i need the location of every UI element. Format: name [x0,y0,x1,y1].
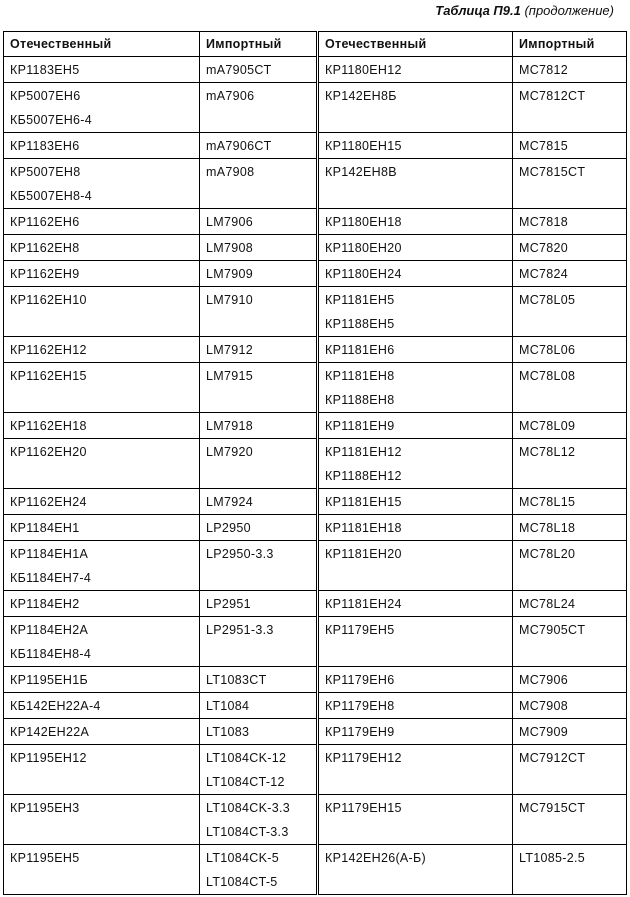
imported-right-cell [513,489,627,515]
part-number: КР1195ЕН3 [10,801,80,815]
part-number: MC7818 [519,215,569,229]
table-row [4,235,627,261]
domestic-left-cell [4,133,200,159]
part-number: MC7915CT [519,801,586,815]
domestic-right-cell [318,541,513,591]
part-number: MC78L20 [519,547,576,561]
imported-right-cell [513,439,627,489]
imported-right-cell [513,515,627,541]
part-number: LT1083 [206,725,250,739]
domestic-right-cell [318,363,513,413]
part-number: КР1188ЕН8 [325,393,395,407]
part-number: КР1179ЕН5 [325,623,395,637]
part-number: КР1184ЕН2 [10,597,80,611]
table-row [4,541,627,591]
domestic-right-cell [318,337,513,363]
imported-left-cell [200,489,318,515]
part-number: LM7908 [206,241,253,255]
part-number: MC78L06 [519,343,576,357]
imported-right-cell [513,133,627,159]
part-number: КР1181ЕН18 [325,521,402,535]
part-number: MC7812 [519,63,569,77]
domestic-left-cell [4,693,200,719]
imported-left-cell [200,57,318,83]
imported-right-cell [513,413,627,439]
part-number: LT1085-2.5 [519,851,586,865]
domestic-left-cell [4,541,200,591]
part-number: LM7906 [206,215,253,229]
domestic-left-cell [4,337,200,363]
imported-right-cell [513,363,627,413]
table-row [4,489,627,515]
table-row [4,667,627,693]
table-row [4,719,627,745]
domestic-right-cell [318,693,513,719]
domestic-right-cell [318,617,513,667]
part-number: КР1181ЕН12 [325,445,402,459]
domestic-right-cell [318,133,513,159]
domestic-left-cell [4,617,200,667]
imported-right-cell [513,235,627,261]
part-number: LM7920 [206,445,253,459]
part-number: КР5007ЕН8 [10,165,81,179]
part-number: КР1162ЕН12 [10,343,87,357]
part-number: MC7909 [519,725,569,739]
domestic-left-cell [4,719,200,745]
part-number: MC7908 [519,699,569,713]
imported-left-cell [200,133,318,159]
table-row [4,515,627,541]
domestic-right-cell [318,439,513,489]
part-number: КР1162ЕН15 [10,369,87,383]
domestic-left-cell [4,591,200,617]
part-number: LT1084CK-12 [206,751,287,765]
header-imported-left: Импортный [200,32,318,57]
part-number: MC7906 [519,673,569,687]
imported-right-cell [513,667,627,693]
part-number: LT1084CT-5 [206,875,278,889]
domestic-right-cell [318,261,513,287]
imported-left-cell [200,413,318,439]
part-number: MC78L09 [519,419,576,433]
part-number: MC7815CT [519,165,586,179]
table-row [4,439,627,489]
table-row [4,363,627,413]
part-number: mA7908 [206,165,255,179]
imported-right-cell [513,287,627,337]
part-number: КР1162ЕН18 [10,419,87,433]
part-number: КР1183ЕН5 [10,63,80,77]
part-number: КР1181ЕН20 [325,547,402,561]
table-row [4,133,627,159]
imported-right-cell [513,693,627,719]
imported-right-cell [513,541,627,591]
imported-left-cell [200,719,318,745]
header-domestic-right: Отечественный [318,32,513,57]
domestic-right-cell [318,745,513,795]
part-number: MC7812CT [519,89,586,103]
part-number: MC7824 [519,267,569,281]
part-number: MC7820 [519,241,569,255]
part-number: КР1180ЕН12 [325,63,402,77]
table-row [4,795,627,845]
part-number: LM7915 [206,369,253,383]
domestic-left-cell [4,57,200,83]
part-number: КР1183ЕН6 [10,139,80,153]
part-number: КР1195ЕН12 [10,751,87,765]
header-imported-right: Импортный [513,32,627,57]
domestic-right-cell [318,515,513,541]
domestic-right-cell [318,57,513,83]
domestic-left-cell [4,795,200,845]
imported-left-cell [200,617,318,667]
header-domestic-left: Отечественный [4,32,200,57]
domestic-left-cell [4,235,200,261]
imported-right-cell [513,617,627,667]
part-number: LM7924 [206,495,253,509]
part-number: КР1188ЕН5 [325,317,395,331]
table-row [4,617,627,667]
part-number: MC7905CT [519,623,586,637]
domestic-left-cell [4,159,200,209]
part-number: mA7905CT [206,63,272,77]
domestic-right-cell [318,413,513,439]
part-number: КР1179ЕН6 [325,673,395,687]
part-number: LP2950 [206,521,251,535]
part-number: LT1084CK-3.3 [206,801,290,815]
imported-left-cell [200,667,318,693]
table-row [4,845,627,895]
imported-right-cell [513,795,627,845]
part-number: КР1162ЕН9 [10,267,80,281]
part-number: КБ1184ЕН8-4 [10,647,92,661]
imported-left-cell [200,209,318,235]
part-number: КР1180ЕН20 [325,241,402,255]
domestic-left-cell [4,261,200,287]
domestic-left-cell [4,745,200,795]
table-caption-continuation: (продолжение) [524,3,614,18]
part-number: КБ5007ЕН8-4 [10,189,93,203]
part-number: КР1184ЕН1 [10,521,80,535]
imported-left-cell [200,287,318,337]
domestic-right-cell [318,159,513,209]
imported-right-cell [513,159,627,209]
part-number: КР1181ЕН6 [325,343,395,357]
part-number: mA7906CT [206,139,272,153]
table-row [4,57,627,83]
part-number: LT1083CT [206,673,267,687]
imported-left-cell [200,439,318,489]
domestic-right-cell [318,795,513,845]
imported-left-cell [200,515,318,541]
table-row [4,209,627,235]
imported-right-cell [513,337,627,363]
imported-left-cell [200,693,318,719]
part-number: КР142ЕН22А [10,725,90,739]
domestic-right-cell [318,667,513,693]
part-number: LT1084CK-5 [206,851,279,865]
part-number: КР1162ЕН24 [10,495,87,509]
table-row [4,287,627,337]
part-number: LP2951-3.3 [206,623,274,637]
part-number: КР142ЕН8В [325,165,397,179]
part-number: КР1180ЕН18 [325,215,402,229]
part-number: LM7912 [206,343,253,357]
part-number: КР1181ЕН9 [325,419,395,433]
part-number: MC7912CT [519,751,586,765]
part-number: LP2951 [206,597,251,611]
table-row [4,413,627,439]
table-row [4,693,627,719]
imported-left-cell [200,235,318,261]
part-number: КР1179ЕН15 [325,801,402,815]
part-number: КР142ЕН8Б [325,89,397,103]
table-caption-number: Таблица П9.1 [435,3,521,18]
part-number: MC78L08 [519,369,576,383]
domestic-left-cell [4,413,200,439]
imported-right-cell [513,261,627,287]
imported-right-cell [513,57,627,83]
part-number: КР1179ЕН8 [325,699,395,713]
part-number: КР1180ЕН24 [325,267,402,281]
imported-right-cell [513,83,627,133]
part-number: КР1179ЕН9 [325,725,395,739]
part-number: MC78L24 [519,597,576,611]
part-number: КР1195ЕН1Б [10,673,89,687]
domestic-right-cell [318,287,513,337]
part-number: КР1188ЕН12 [325,469,402,483]
table-row [4,261,627,287]
imported-right-cell [513,745,627,795]
table-body [4,57,627,895]
part-number: LT1084CT-3.3 [206,825,289,839]
imported-left-cell [200,745,318,795]
domestic-right-cell [318,845,513,895]
part-number: КР1162ЕН10 [10,293,87,307]
imported-left-cell [200,159,318,209]
table-row [4,591,627,617]
part-number: MC78L18 [519,521,576,535]
imported-left-cell [200,261,318,287]
table-row [4,337,627,363]
domestic-left-cell [4,363,200,413]
table-header-row [4,32,627,57]
part-number: КР1181ЕН5 [325,293,395,307]
domestic-left-cell [4,667,200,693]
domestic-left-cell [4,83,200,133]
imported-left-cell [200,83,318,133]
part-number: КР1162ЕН8 [10,241,80,255]
table-row [4,159,627,209]
part-number: mA7906 [206,89,255,103]
imported-left-cell [200,591,318,617]
imported-left-cell [200,795,318,845]
table-row [4,83,627,133]
part-number: КБ142ЕН22А-4 [10,699,101,713]
part-number: LP2950-3.3 [206,547,274,561]
part-number: LM7918 [206,419,253,433]
domestic-right-cell [318,83,513,133]
part-number: КР1181ЕН15 [325,495,402,509]
part-number: КР1180ЕН15 [325,139,402,153]
imported-left-cell [200,363,318,413]
imported-left-cell [200,541,318,591]
part-number: КР1181ЕН8 [325,369,395,383]
domestic-left-cell [4,515,200,541]
cross-reference-table [3,31,627,895]
domestic-right-cell [318,235,513,261]
part-number: КР1184ЕН2А [10,623,89,637]
part-number: MC78L12 [519,445,576,459]
part-number: MC78L15 [519,495,576,509]
domestic-right-cell [318,719,513,745]
imported-right-cell [513,845,627,895]
imported-right-cell [513,719,627,745]
part-number: LT1084 [206,699,250,713]
part-number: КР1184ЕН1А [10,547,89,561]
part-number: КР1162ЕН6 [10,215,80,229]
table-row [4,745,627,795]
part-number: MC7815 [519,139,569,153]
part-number: КР1179ЕН12 [325,751,402,765]
part-number: КР1181ЕН24 [325,597,402,611]
table-caption [435,3,614,18]
domestic-right-cell [318,591,513,617]
part-number: КР1195ЕН5 [10,851,80,865]
part-number: КР5007ЕН6 [10,89,81,103]
part-number: КР142ЕН26(А-Б) [325,851,426,865]
domestic-right-cell [318,489,513,515]
imported-right-cell [513,209,627,235]
domestic-left-cell [4,439,200,489]
domestic-left-cell [4,287,200,337]
domestic-left-cell [4,845,200,895]
domestic-left-cell [4,209,200,235]
part-number: MC78L05 [519,293,576,307]
imported-right-cell [513,591,627,617]
part-number: КР1162ЕН20 [10,445,87,459]
imported-left-cell [200,845,318,895]
domestic-left-cell [4,489,200,515]
imported-left-cell [200,337,318,363]
part-number: LM7910 [206,293,253,307]
part-number: LT1084CT-12 [206,775,285,789]
part-number: КБ1184ЕН7-4 [10,571,92,585]
part-number: КБ5007ЕН6-4 [10,113,93,127]
domestic-right-cell [318,209,513,235]
part-number: LM7909 [206,267,253,281]
